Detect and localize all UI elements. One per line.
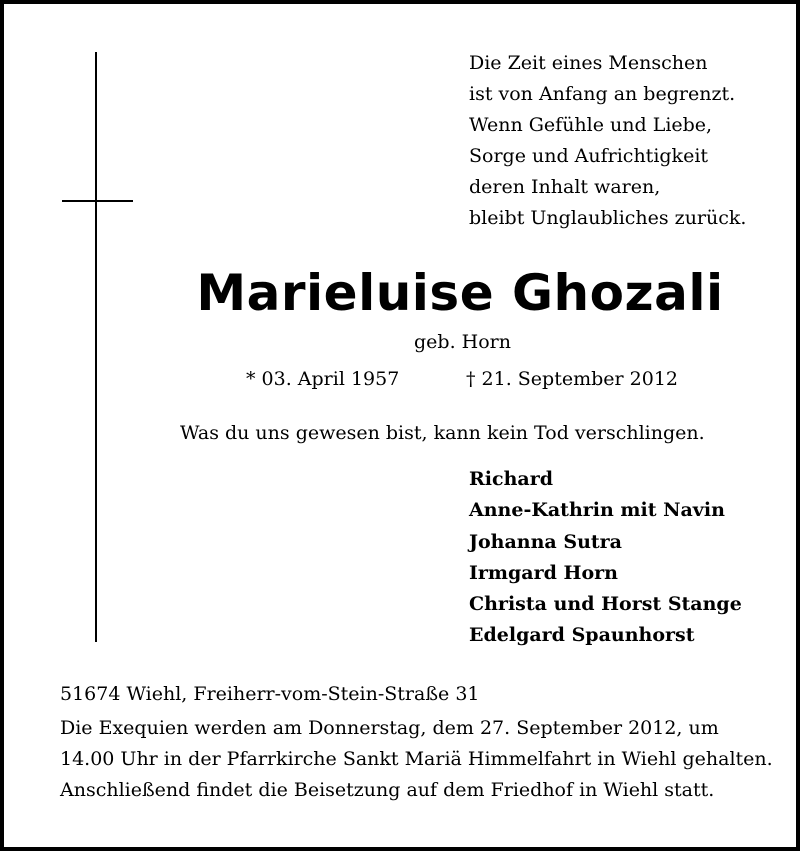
mourner-name: Christa und Horst Stange [469, 593, 742, 616]
funeral-notice [60, 713, 773, 806]
funeral-notice-line: 14.00 Uhr in der Pfarrkirche Sankt Mariä Himmelfahrt in Wiehl gehalten. [60, 748, 773, 770]
mourner-name: Edelgard Spaunhorst [469, 624, 695, 647]
birth-date: * 03. April 1957 [246, 368, 400, 390]
maiden-name: geb. Horn [414, 331, 511, 353]
poem [469, 48, 746, 234]
cross-vertical-bar [95, 52, 97, 642]
cross-horizontal-bar [62, 200, 133, 202]
mourner-name: Anne-Kathrin mit Navin [469, 499, 725, 522]
poem-line: Sorge und Aufrichtigkeit [469, 145, 709, 167]
poem-line: deren Inhalt waren, [469, 176, 661, 198]
mourner-name: Richard [469, 468, 553, 490]
mourner-name: Johanna Sutra [469, 530, 622, 553]
mourners-list [469, 464, 742, 652]
family-address: 51674 Wiehl, Freiherr-vom-Stein-Straße 31 [60, 683, 480, 705]
poem-line: Wenn Gefühle und Liebe, [469, 114, 713, 136]
memorial-quote: Was du uns gewesen bist, kann kein Tod verschlingen. [180, 422, 705, 444]
poem-line: Die Zeit eines Menschen [469, 52, 708, 74]
funeral-notice-line: Anschließend findet die Beisetzung auf dem Friedhof in Wiehl statt. [60, 779, 715, 801]
deceased-name: Marieluise Ghozali [196, 264, 724, 322]
mourner-name: Irmgard Horn [469, 561, 618, 584]
poem-line: ist von Anfang an begrenzt. [469, 83, 736, 105]
poem-line: bleibt Unglaubliches zurück. [469, 207, 747, 229]
funeral-notice-line: Die Exequien werden am Donnerstag, dem 27. September 2012, um [60, 717, 719, 739]
death-date: † 21. September 2012 [466, 368, 678, 390]
